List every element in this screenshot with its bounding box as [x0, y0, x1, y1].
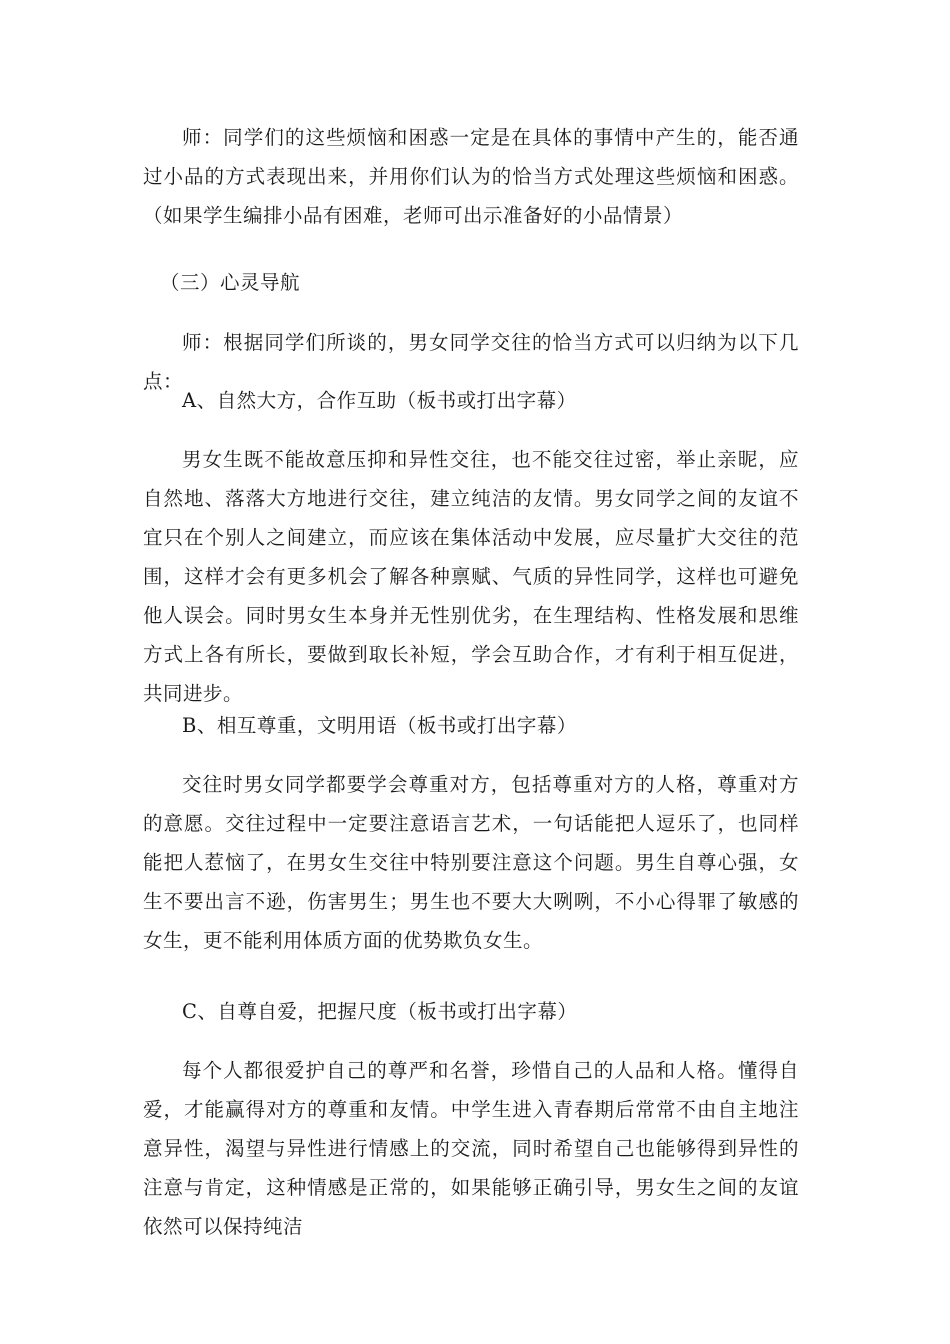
point-b-title: B、相互尊重，文明用语（板书或打出字幕） — [182, 714, 577, 737]
paragraph-point-c: 每个人都很爱护自己的尊严和名誉，珍惜自己的人品和人格。懂得自爱，才能赢得对方的尊重和友情。中学生进入青春期后常常不由自主地注意异性，渴望与异性进行情感上的交流，同时希望自己也能够得到异性的注意与肯定，这种情感是正常的，如果能够正确引导，男女生之间的友谊依然可以保持纯洁 — [143, 1059, 799, 1238]
paragraph-point-a: 男女生既不能故意压抑和异性交往，也不能交往过密，举止亲昵，应自然地、落落大方地进行交往，建立纯洁的友情。男女同学之间的友谊不宜只在个别人之间建立，而应该在集体活动中发展，应尽量扩大交往的范围，这样才会有更多机会了解各种禀赋、气质的异性同学，这样也可避免他人误会。同时男女生本身并无性别优劣，在生理结构、性格发展和思维方式上各有所长，要做到取长补短，学会互助合作，才有利于相互促进，共同进步。 — [143, 448, 799, 705]
paragraph-teacher-skit: 师：同学们的这些烦恼和困惑一定是在具体的事情中产生的，能否通过小品的方式表现出来，并用你们认为的恰当方式处理这些烦恼和困惑。（如果学生编排小品有困难，老师可出示准备好的小品情景） — [143, 126, 799, 227]
section-heading-heart-navigation: （三）心灵导航 — [160, 271, 301, 294]
paragraph-teacher-summary: 师：根据同学们所谈的，男女同学交往的恰当方式可以归纳为以下几点： — [143, 331, 799, 393]
paragraph-point-b: 交往时男女同学都要学会尊重对方，包括尊重对方的人格，尊重对方的意愿。交往过程中一定要注意语言艺术，一句话能把人逗乐了，也同样能把人惹恼了，在男女生交往中特别要注意这个问题。男生自尊心强，女生不要出言不逊，伤害男生；男生也不要大大咧咧，不小心得罪了敏感的女生，更不能利用体质方面的优势欺负女生。 — [143, 773, 799, 952]
point-a-title: A、自然大方，合作互助（板书或打出字幕） — [182, 389, 577, 412]
point-c-title: C、自尊自爱，把握尺度（板书或打出字幕） — [182, 1000, 578, 1023]
